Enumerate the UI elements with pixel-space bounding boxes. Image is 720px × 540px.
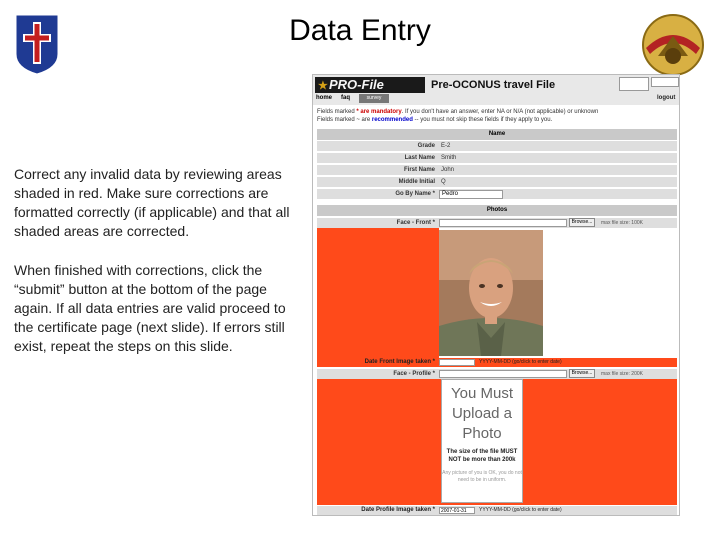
grade-label: Grade xyxy=(417,143,435,149)
instruction-paragraph: Correct any invalid data by reviewing areas shaded in red. Make sure corrections are formatted correctly (if applicable) and that all shaded areas are corrected. xyxy=(14,166,290,239)
middle-initial-row xyxy=(317,177,677,188)
date-profile-hint: YYYY-MM-DD (go/click to enter date) xyxy=(479,507,562,513)
face-front-max-size: max file size: 100K xyxy=(601,220,643,226)
date-profile-input[interactable]: 2007-01-31 xyxy=(439,507,475,514)
nav-home-link[interactable]: home xyxy=(316,95,333,101)
unit-patch-logo xyxy=(12,12,62,76)
go-by-name-row xyxy=(317,189,677,200)
middle-initial-label: Middle Initial xyxy=(398,179,435,185)
first-name-row xyxy=(317,165,677,176)
mandatory-fields-note: Fields marked * are mandatory. If you don't have an answer, enter NA or N/A (not applicable) or unknown Fields marked ~ are recommended -- you must not skip these fields if they apply to you. xyxy=(317,109,599,123)
upload-placeholder xyxy=(441,379,523,503)
nav-survey-button[interactable]: survey xyxy=(359,94,389,103)
name-section-header: Name xyxy=(317,129,677,140)
grade-row xyxy=(317,141,677,152)
last-name-value: Smith xyxy=(441,155,457,161)
upload-required-text: You Must Upload a Photo xyxy=(451,385,513,442)
profile-form-screenshot xyxy=(312,74,680,516)
last-name-label: Last Name xyxy=(404,155,435,161)
date-front-hint: YYYY-MM-DD (go/click to enter date) xyxy=(479,359,562,365)
app-subtitle: Pre-OCONUS travel File xyxy=(431,79,556,91)
middle-initial-value: Q xyxy=(441,179,446,185)
photos-section-header: Photos xyxy=(317,205,677,216)
go-by-name-input[interactable]: Pedro xyxy=(439,190,503,199)
upload-size-text: The size of the file MUST NOT be more than 200k xyxy=(446,449,518,463)
face-profile-max-size: max file size: 200K xyxy=(601,371,643,377)
face-profile-file-input[interactable] xyxy=(439,370,567,378)
face-front-row xyxy=(317,218,677,228)
army-star-icon: ★ xyxy=(318,80,328,92)
date-front-input[interactable] xyxy=(439,359,475,366)
face-profile-browse-button[interactable]: Browse... xyxy=(569,369,595,378)
nav-faq-link[interactable]: faq xyxy=(341,95,350,101)
unit-crest-logo xyxy=(640,12,706,78)
error-shade xyxy=(317,228,439,358)
soldier-portrait-image xyxy=(439,230,543,356)
slide-title: Data Entry xyxy=(289,14,431,47)
face-profile-label: Face - Profile * xyxy=(393,371,435,377)
go-by-name-label: Go By Name * xyxy=(395,191,435,197)
profile-logo: ★ PRO-File xyxy=(315,77,425,93)
face-front-file-input[interactable] xyxy=(439,219,567,227)
instructions-text xyxy=(14,165,296,376)
face-front-label: Face - Front * xyxy=(396,220,435,226)
face-front-browse-button[interactable]: Browse... xyxy=(569,218,595,227)
instruction-paragraph: When finished with corrections, click the “submit” button at the bottom of the page again. If all data entries are valid proceed to the certificate page (next slide). If errors still exist, repeat the steps on this slide. xyxy=(14,262,286,354)
partner-logo xyxy=(619,77,649,91)
app-header xyxy=(313,75,680,105)
date-profile-row xyxy=(317,506,677,515)
first-name-label: First Name xyxy=(403,167,435,173)
face-profile-row xyxy=(317,369,677,379)
front-photo xyxy=(439,230,543,356)
date-front-label: Date Front Image taken * xyxy=(364,359,435,365)
first-name-value: John xyxy=(441,167,455,173)
last-name-row xyxy=(317,153,677,164)
date-front-row xyxy=(317,358,677,367)
upload-note-text: Any picture of you is OK, you do not need to be in uniform. xyxy=(442,470,522,483)
photo-preview-area xyxy=(543,230,677,356)
grade-value: E-2 xyxy=(441,143,451,149)
secondary-logo xyxy=(651,77,679,87)
date-profile-label: Date Profile Image taken * xyxy=(361,507,435,513)
logout-link[interactable]: logout xyxy=(657,95,676,101)
